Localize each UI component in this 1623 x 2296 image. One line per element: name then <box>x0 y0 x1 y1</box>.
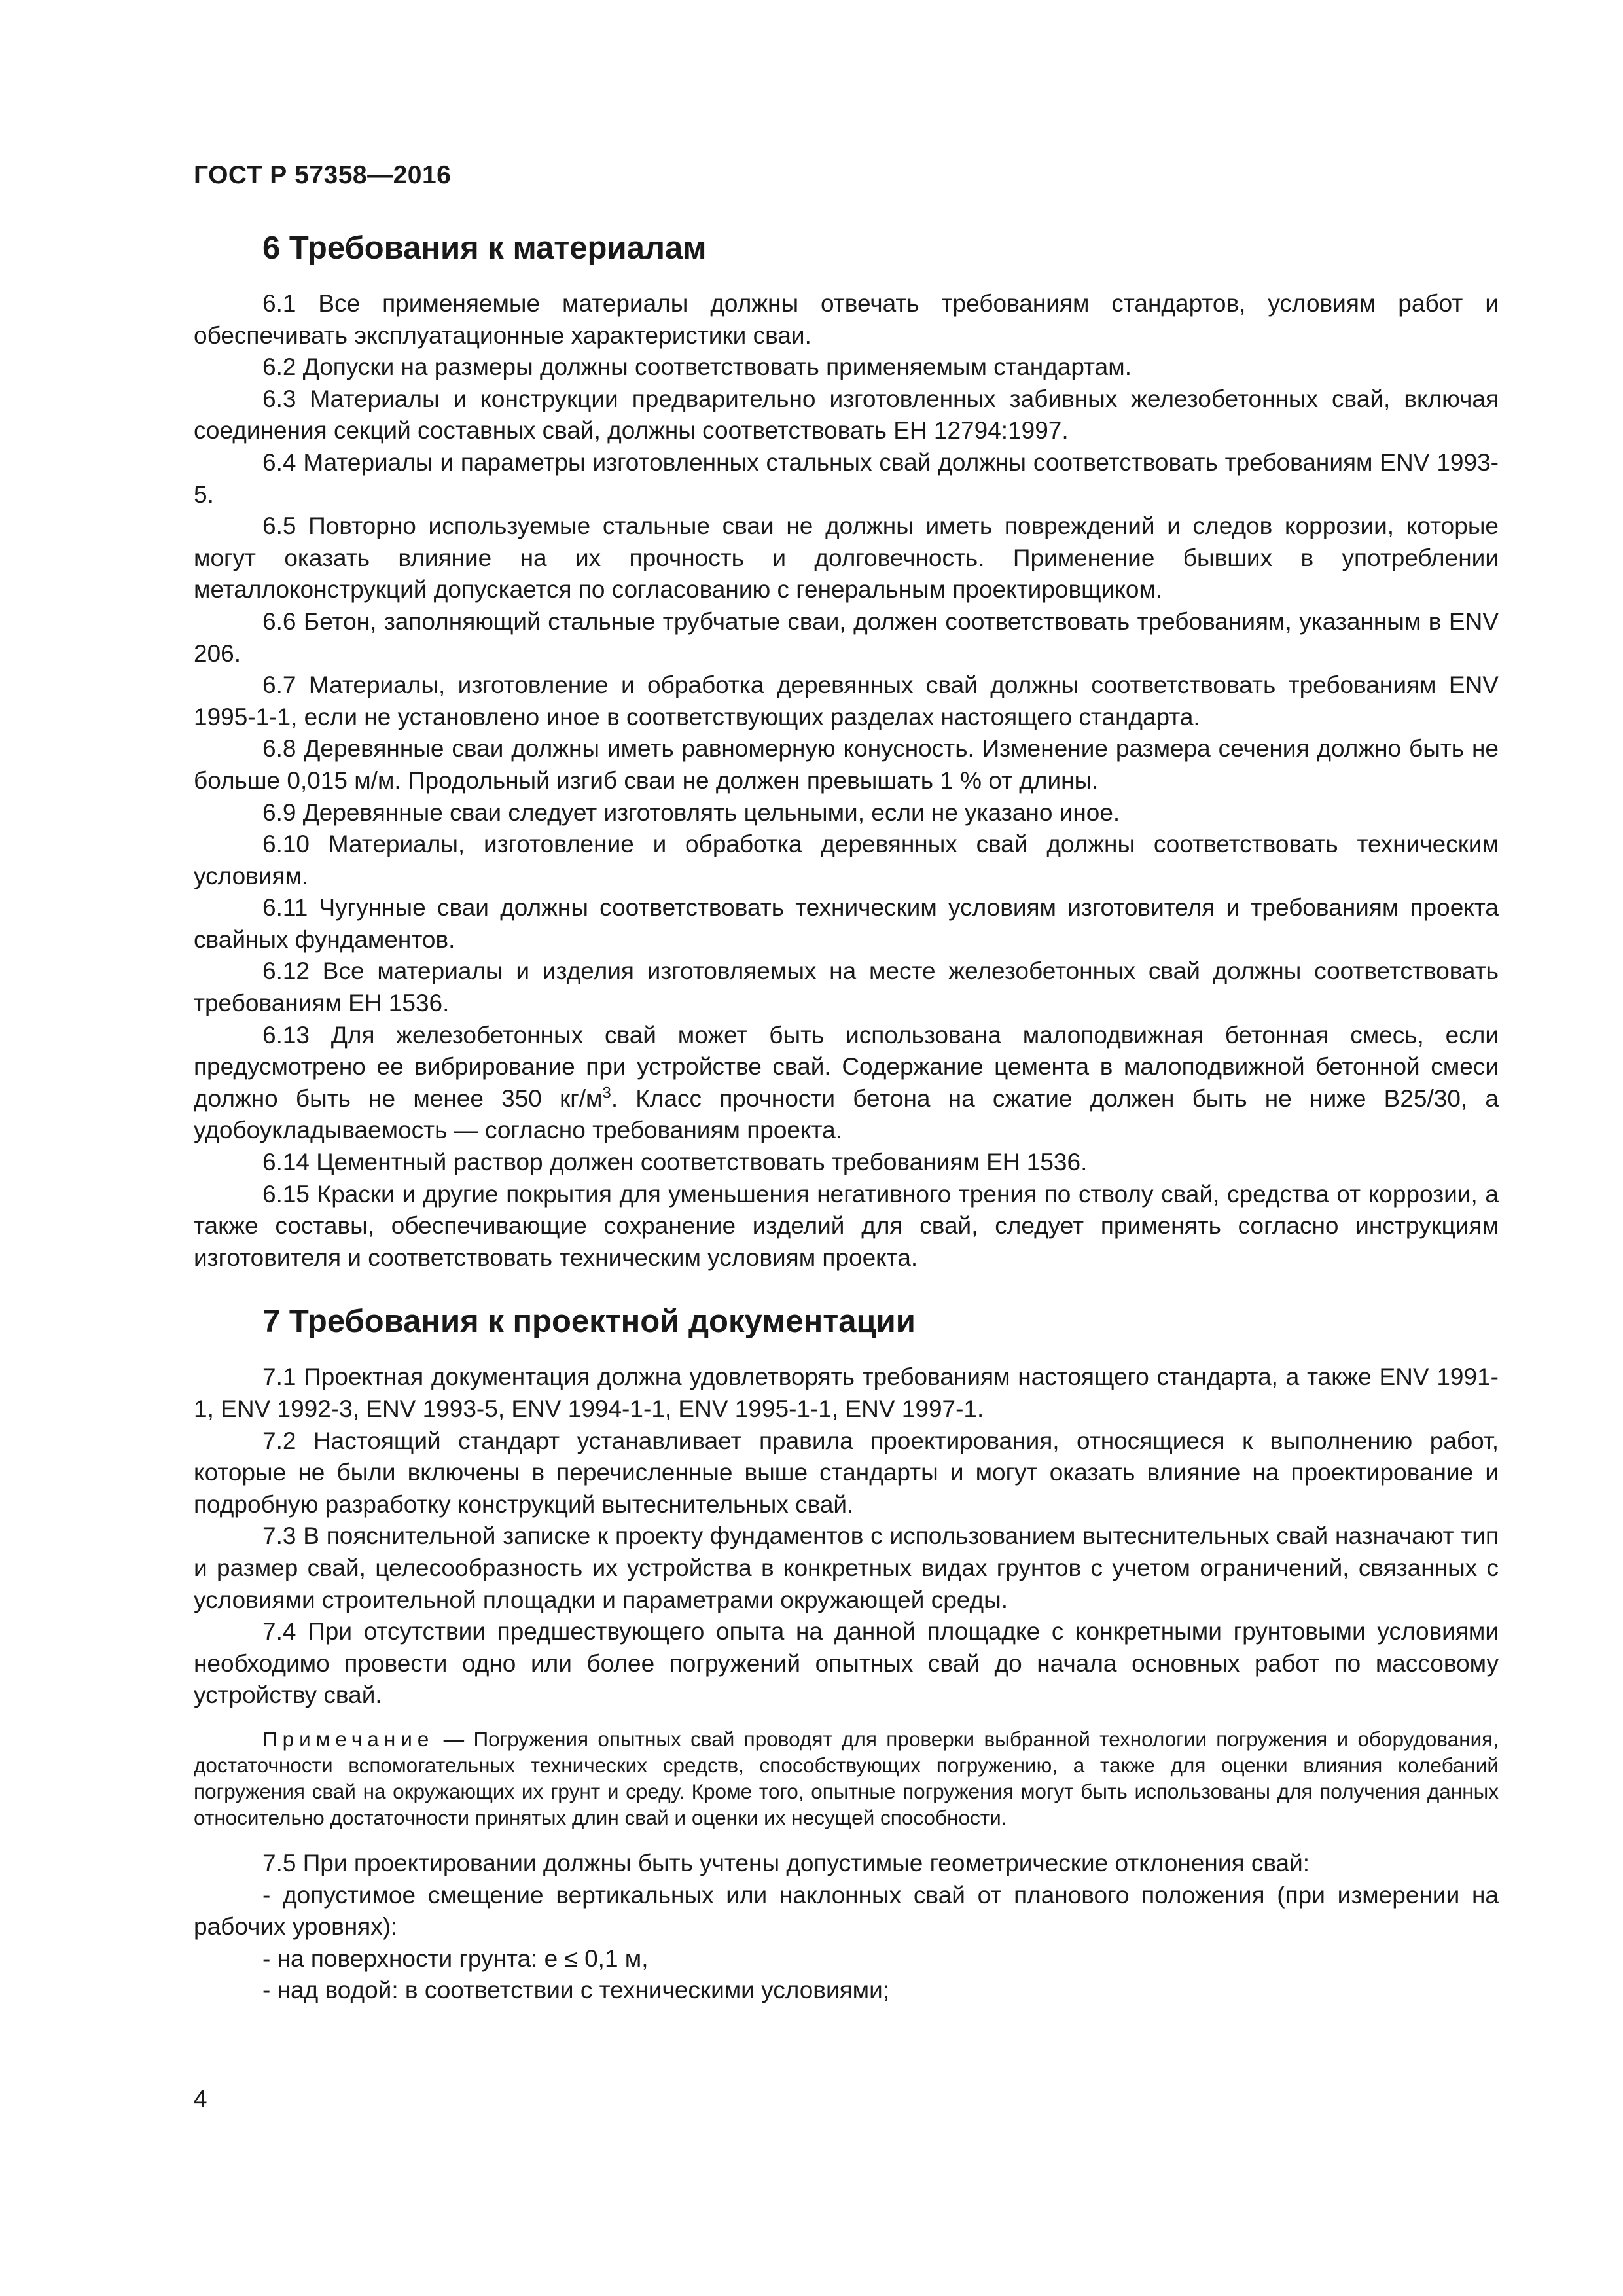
paragraph-6-13-text: 6.13 Для железобетонных свай может быть использована малоподвижная бетонная смесь, если предусмотрено ее вибрирование при устройстве свай. Содержание цемента в малоподвижной бетонной смеси должно быть не менее 350 кг/м <box>194 1021 1499 1112</box>
dash-item-over-water: - над водой: в соответствии с техническими условиями; <box>262 1977 890 2004</box>
cubic-superscript: 3 <box>602 1084 611 1102</box>
page-number: 4 <box>194 2085 207 2112</box>
paragraph-6-13-text-end: . Класс прочности бетона на сжатие должен быть не ниже В25/30, а удобоукладываемость — согласно требованиям проекта. <box>194 1085 1499 1144</box>
section-6-title: 6 Требования к материалам <box>262 230 707 266</box>
paragraph-6-2: 6.2 Допуски на размеры должны соответствовать применяемым стандартам. <box>262 353 1132 381</box>
paragraph-7-1: 7.1 Проектная документация должна удовлетворять требованиям настоящего стандарта, а также ENV 1991-1, ENV 1992-3, ENV 1993-5, ENV 1994-1-1, ENV 1995-1-1, ENV 1997-1. <box>194 1363 1499 1422</box>
paragraph-6-4: 6.4 Материалы и параметры изготовленных стальных свай должны соответствовать требованиям ENV 1993-5. <box>194 448 1499 508</box>
paragraph-7-4: 7.4 При отсутствии предшествующего опыта на данной площадке с конкретными грунтовыми условиями необходимо провести одно или более погружений опытных свай до начала основных работ по массовому устройству свай. <box>194 1618 1499 1709</box>
dash-item-ground-surface: - на поверхности грунта: е ≤ 0,1 м, <box>262 1945 649 1972</box>
paragraph-6-1: 6.1 Все применяемые материалы должны отвечать требованиям стандартов, условиям работ и обеспечивать эксплуатационные характеристики сваи. <box>194 290 1499 349</box>
paragraph-6-10: 6.10 Материалы, изготовление и обработка деревянных свай должны соответствовать техническим условиям. <box>194 831 1499 889</box>
paragraph-6-14: 6.14 Цементный раствор должен соответствовать требованиям ЕН 1536. <box>262 1149 1088 1176</box>
paragraph-6-9: 6.9 Деревянные сваи следует изготовлять цельными, если не указано иное. <box>262 798 1120 826</box>
paragraph-6-11: 6.11 Чугунные сваи должны соответствовать техническим условиям изготовителя и требованиям проекта свайных фундаментов. <box>194 894 1499 953</box>
section-7-title: 7 Требования к проектной документации <box>262 1304 916 1340</box>
paragraph-7-5: 7.5 При проектировании должны быть учтены допустимые геометрические отклонения свай: <box>262 1849 1310 1876</box>
note-block <box>194 1726 1499 1831</box>
paragraph-6-3: 6.3 Материалы и конструкции предварительно изготовленных забивных железобетонных свай, включая соединения секций составных свай, должны соответствовать ЕН 12794:1997. <box>194 385 1499 444</box>
paragraph-7-2: 7.2 Настоящий стандарт устанавливает правила проектирования, относящиеся к выполнению работ, которые не были включены в перечисленные выше стандарты и могут оказать влияние на проектирование и подробную разработку конструкций вытеснительных свай. <box>194 1427 1499 1518</box>
paragraph-6-12: 6.12 Все материалы и изделия изготовляемых на месте железобетонных свай должны соответствовать требованиям ЕН 1536. <box>194 958 1499 1017</box>
paragraph-6-7: 6.7 Материалы, изготовление и обработка деревянных свай должны соответствовать требованиям ENV 1995-1-1, если не установлено иное в соответствующих разделах настоящего стандарта. <box>194 672 1499 730</box>
paragraph-6-5: 6.5 Повторно используемые стальные сваи не должны иметь повреждений и следов коррозии, которые могут оказать влияние на их прочность и долговечность. Применение бывших в употреблении металлоконструкций допускается по согласованию с генеральным проектировщиком. <box>194 512 1499 603</box>
paragraph-7-3: 7.3 В пояснительной записке к проекту фундаментов с использованием вытеснительных свай назначают тип и размер свай, целесообразность их устройства в конкретных видах грунтов с учетом ограничений, связанных с условиями строительной площадки и параметрами окружающей среды. <box>194 1522 1499 1613</box>
dash-item-offset: - допустимое смещение вертикальных или наклонных свай от планового положения (при измерении на рабочих уровнях): <box>194 1881 1499 1941</box>
paragraph-6-6: 6.6 Бетон, заполняющий стальные трубчатые сваи, должен соответствовать требованиям, указанным в ENV 206. <box>194 607 1499 667</box>
document-code-header: ГОСТ Р 57358—2016 <box>194 161 452 189</box>
paragraph-6-8: 6.8 Деревянные сваи должны иметь равномерную конусность. Изменение размера сечения должно быть не больше 0,015 м/м. Продольный изгиб сваи не должен превышать 1 % от длины. <box>194 735 1499 794</box>
note-text: — Погружения опытных свай проводят для проверки выбранной технологии погружения и оборудования, достаточности вспомогательных технических средств, способствующих погружению, а также для оценки влияния колебаний погружения свай на окружающих их грунт и среду. Кроме того, опытные погружения могут быть использованы для получения данных относительно достаточности принятых длин свай и оценки их несущей способности. <box>194 1727 1499 1829</box>
paragraph-6-13 <box>194 1020 1499 1147</box>
note-label: Примечание <box>262 1727 435 1751</box>
page-content <box>194 228 1499 2007</box>
paragraph-6-15: 6.15 Краски и другие покрытия для уменьшения негативного трения по стволу свай, средства от коррозии, а также составы, обеспечивающие сохранение изделий для свай, следует применять согласно инструкциям изготовителя и соответствовать техническим условиям проекта. <box>194 1180 1499 1271</box>
